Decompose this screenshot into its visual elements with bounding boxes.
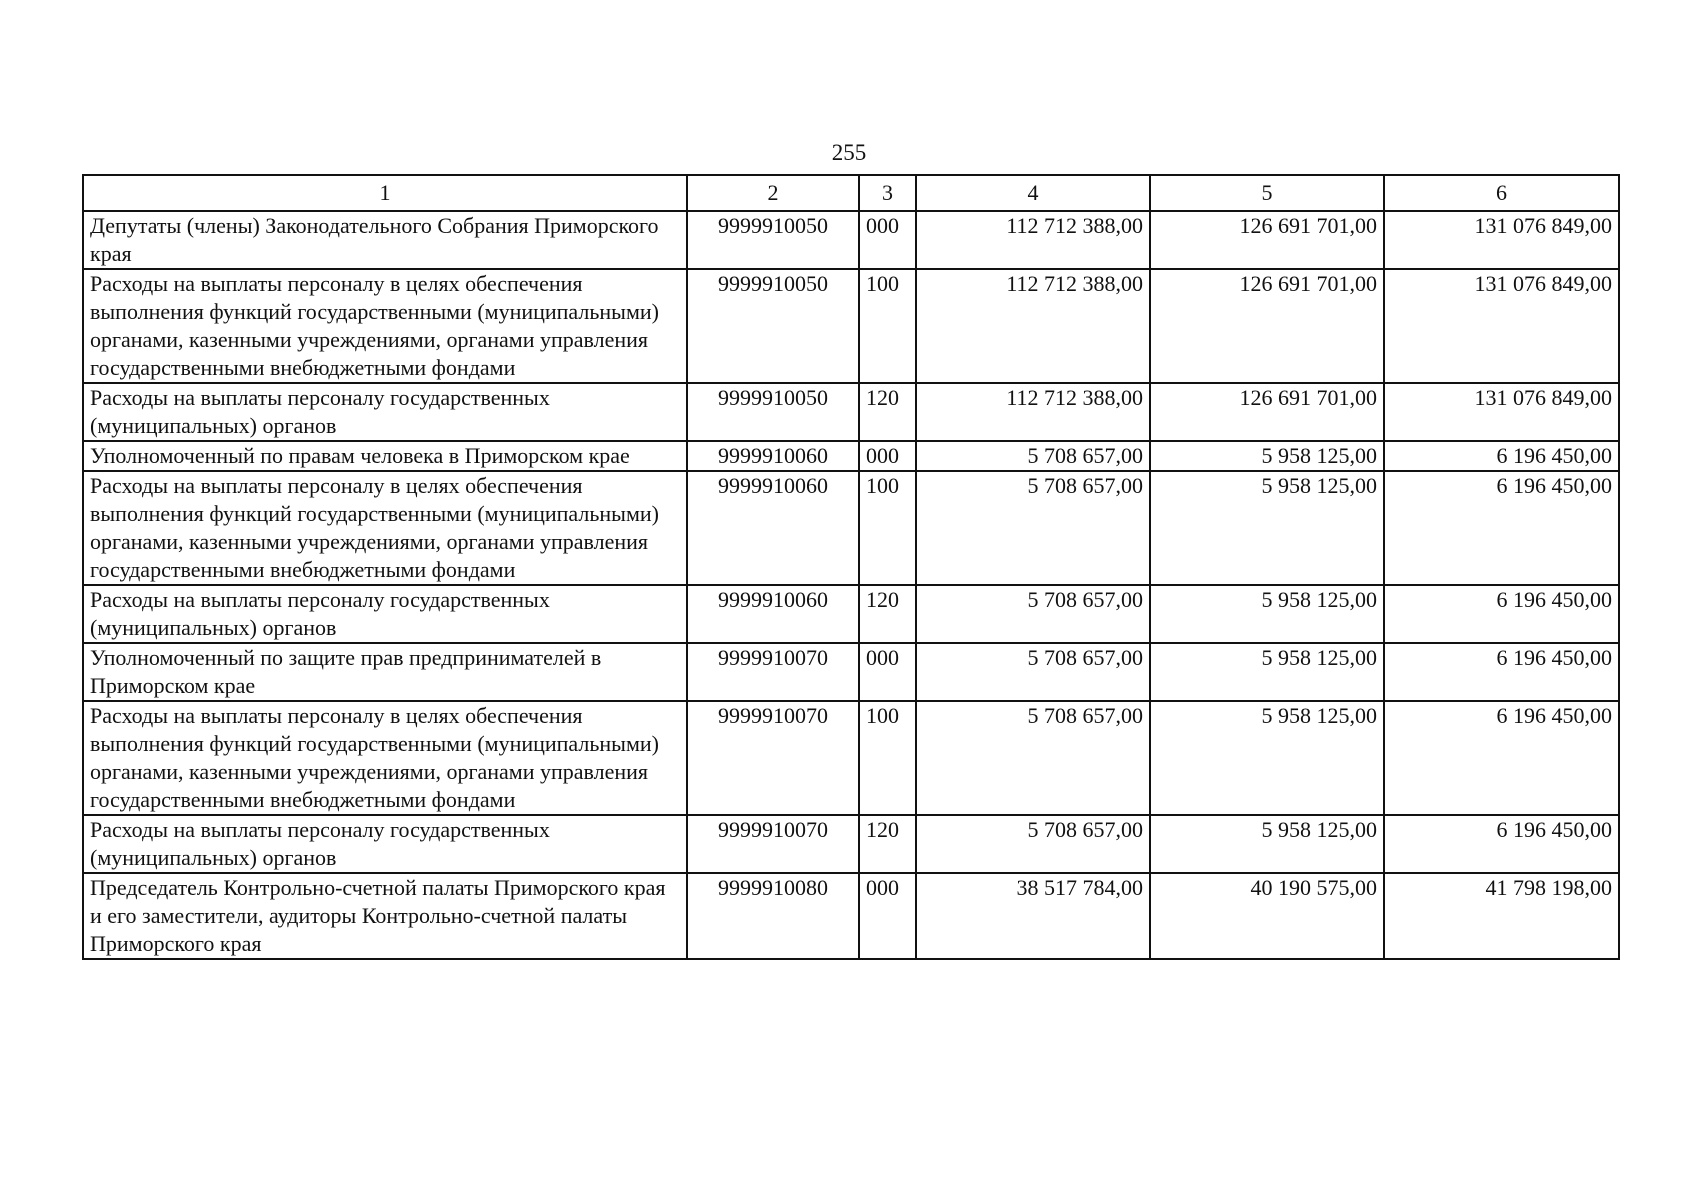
table-row xyxy=(83,471,1619,585)
table-row xyxy=(83,643,1619,701)
row-code: 9999910080 xyxy=(687,873,859,959)
row-type: 000 xyxy=(859,873,916,959)
row-type: 120 xyxy=(859,383,916,441)
row-name: Уполномоченный по защите прав предпринимателей в Приморском крае xyxy=(83,643,687,701)
page-number: 255 xyxy=(831,140,867,165)
row-amount-5: 5 958 125,00 xyxy=(1150,585,1384,643)
row-amount-6: 6 196 450,00 xyxy=(1384,441,1619,471)
row-amount-4: 5 708 657,00 xyxy=(916,585,1150,643)
row-code: 9999910070 xyxy=(687,643,859,701)
row-name: Расходы на выплаты персоналу в целях обеспечения выполнения функций государственными (муниципальными) органами, казенными учреждениями, органами управления государственными внебюджетными фондами xyxy=(83,471,687,585)
row-amount-4: 5 708 657,00 xyxy=(916,815,1150,873)
row-code: 9999910070 xyxy=(687,815,859,873)
row-type: 100 xyxy=(859,269,916,383)
row-name: Расходы на выплаты персоналу в целях обеспечения выполнения функций государственными (муниципальными) органами, казенными учреждениями, органами управления государственными внебюджетными фондами xyxy=(83,701,687,815)
row-type: 120 xyxy=(859,585,916,643)
row-amount-6: 6 196 450,00 xyxy=(1384,643,1619,701)
row-amount-6: 6 196 450,00 xyxy=(1384,585,1619,643)
table-row xyxy=(83,873,1619,959)
row-type: 100 xyxy=(859,701,916,815)
header-col-5: 5 xyxy=(1150,175,1384,211)
row-type: 000 xyxy=(859,211,916,269)
row-amount-5: 126 691 701,00 xyxy=(1150,383,1384,441)
header-col-6: 6 xyxy=(1384,175,1619,211)
row-amount-4: 112 712 388,00 xyxy=(916,269,1150,383)
header-col-3: 3 xyxy=(859,175,916,211)
row-amount-4: 38 517 784,00 xyxy=(916,873,1150,959)
row-amount-4: 5 708 657,00 xyxy=(916,471,1150,585)
row-amount-6: 131 076 849,00 xyxy=(1384,383,1619,441)
table-row xyxy=(83,441,1619,471)
header-col-2: 2 xyxy=(687,175,859,211)
row-amount-5: 5 958 125,00 xyxy=(1150,643,1384,701)
row-name: Расходы на выплаты персоналу государственных (муниципальных) органов xyxy=(83,383,687,441)
row-amount-5: 5 958 125,00 xyxy=(1150,701,1384,815)
header-col-4: 4 xyxy=(916,175,1150,211)
budget-table xyxy=(82,174,1620,960)
row-amount-4: 5 708 657,00 xyxy=(916,441,1150,471)
row-amount-6: 41 798 198,00 xyxy=(1384,873,1619,959)
row-name: Расходы на выплаты персоналу государственных (муниципальных) органов xyxy=(83,815,687,873)
row-amount-5: 5 958 125,00 xyxy=(1150,471,1384,585)
row-code: 9999910050 xyxy=(687,269,859,383)
row-amount-5: 5 958 125,00 xyxy=(1150,441,1384,471)
row-code: 9999910060 xyxy=(687,471,859,585)
row-code: 9999910060 xyxy=(687,441,859,471)
table-row xyxy=(83,383,1619,441)
row-amount-5: 40 190 575,00 xyxy=(1150,873,1384,959)
row-name: Расходы на выплаты персоналу в целях обеспечения выполнения функций государственными (муниципальными) органами, казенными учреждениями, органами управления государственными внебюджетными фондами xyxy=(83,269,687,383)
table-row xyxy=(83,815,1619,873)
row-amount-6: 6 196 450,00 xyxy=(1384,701,1619,815)
row-amount-4: 5 708 657,00 xyxy=(916,701,1150,815)
row-amount-5: 126 691 701,00 xyxy=(1150,211,1384,269)
row-type: 100 xyxy=(859,471,916,585)
row-amount-5: 126 691 701,00 xyxy=(1150,269,1384,383)
row-amount-6: 131 076 849,00 xyxy=(1384,211,1619,269)
row-type: 120 xyxy=(859,815,916,873)
row-name: Уполномоченный по правам человека в Приморском крае xyxy=(83,441,687,471)
header-row xyxy=(83,175,1619,211)
row-type: 000 xyxy=(859,643,916,701)
row-amount-4: 5 708 657,00 xyxy=(916,643,1150,701)
row-name: Депутаты (члены) Законодательного Собрания Приморского края xyxy=(83,211,687,269)
row-amount-6: 6 196 450,00 xyxy=(1384,471,1619,585)
table-row xyxy=(83,269,1619,383)
row-code: 9999910060 xyxy=(687,585,859,643)
header-col-1: 1 xyxy=(83,175,687,211)
row-amount-4: 112 712 388,00 xyxy=(916,211,1150,269)
row-name: Расходы на выплаты персоналу государственных (муниципальных) органов xyxy=(83,585,687,643)
row-amount-6: 131 076 849,00 xyxy=(1384,269,1619,383)
row-type: 000 xyxy=(859,441,916,471)
row-amount-6: 6 196 450,00 xyxy=(1384,815,1619,873)
row-name: Председатель Контрольно-счетной палаты Приморского края и его заместители, аудиторы Контрольно-счетной палаты Приморского края xyxy=(83,873,687,959)
row-code: 9999910070 xyxy=(687,701,859,815)
row-code: 9999910050 xyxy=(687,383,859,441)
table-row xyxy=(83,585,1619,643)
row-code: 9999910050 xyxy=(687,211,859,269)
table-row xyxy=(83,211,1619,269)
row-amount-5: 5 958 125,00 xyxy=(1150,815,1384,873)
row-amount-4: 112 712 388,00 xyxy=(916,383,1150,441)
table-row xyxy=(83,701,1619,815)
